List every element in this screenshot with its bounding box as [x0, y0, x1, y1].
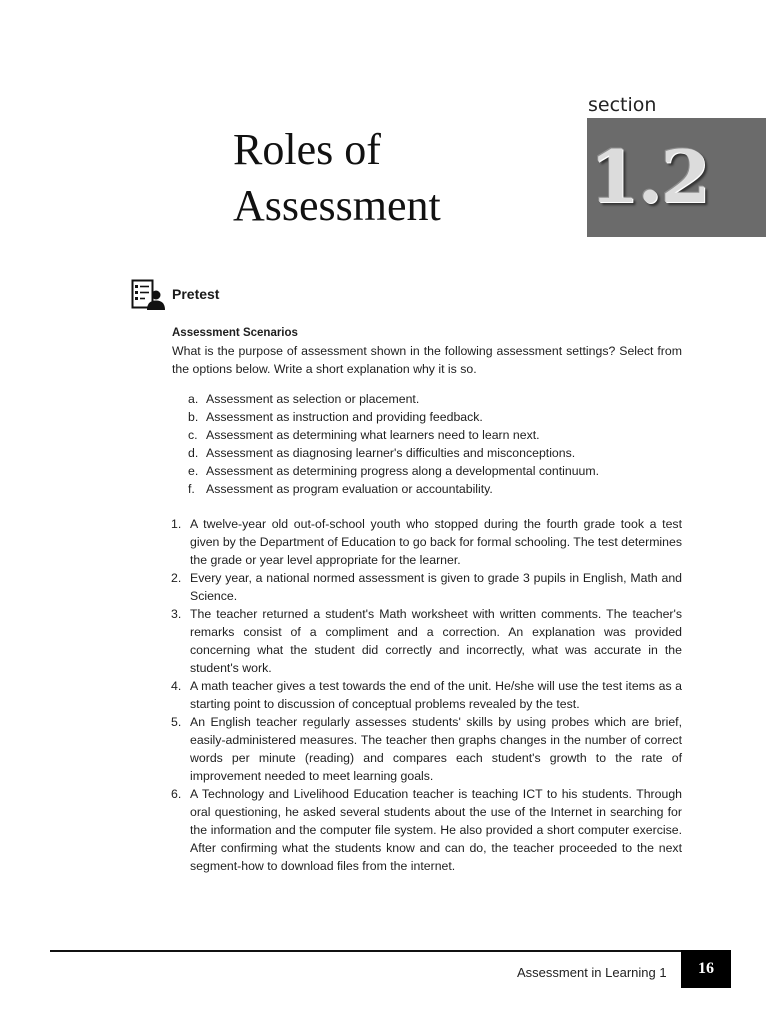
- scenario-text: A Technology and Livelihood Education teacher is teaching ICT to his students. Through oral questioning, he asked several students about the use of the Internet in searching for the information and the computer file system. He also provided a short computer exercise. After confirming what the students know and can do, the teacher proceeded to the next segment-how to download files from the internet.: [190, 787, 682, 873]
- pretest-content: [172, 324, 682, 875]
- page-title: [233, 122, 441, 234]
- scenario-item: [172, 605, 682, 677]
- scenario-marker: 2.: [171, 571, 182, 585]
- option-marker: a.: [188, 392, 199, 406]
- scenario-text: A twelve-year old out-of-school youth who stopped during the fourth grade took a test given by the Department of Education to go back for formal schooling. The test determines the grade or year level appropriate for the learner.: [190, 517, 682, 567]
- scenario-marker: 4.: [171, 679, 182, 693]
- scenario-text: The teacher returned a student's Math worksheet with written comments. The teacher's remarks consist of a compliment and a correction. An explanation was provided concerning what the student did correctly and incorrectly, what was accurate in the student's work.: [190, 607, 682, 675]
- scenarios-list: [172, 515, 682, 875]
- section-label: section: [588, 94, 657, 116]
- option-item: [172, 444, 682, 462]
- scenario-item: [172, 785, 682, 875]
- option-text: Assessment as selection or placement.: [206, 392, 420, 406]
- scenario-marker: 6.: [171, 787, 182, 801]
- scenario-marker: 1.: [171, 517, 182, 531]
- option-item: [172, 408, 682, 426]
- scenario-item: [172, 515, 682, 569]
- footer-divider: [50, 950, 682, 952]
- option-marker: b.: [188, 410, 199, 424]
- scenario-text: An English teacher regularly assesses students' skills by using probes which are brief, easily-administered measures. The teacher then graphs changes in the number of correct words per minute (reading) and compares each student's growth to the rate of improvement needed to meet learning goals.: [190, 715, 682, 783]
- page-number-box: [681, 950, 731, 988]
- scenarios-heading: Assessment Scenarios: [172, 327, 298, 339]
- title-line-1: Roles of: [233, 125, 381, 174]
- option-marker: f.: [188, 482, 195, 496]
- option-item: [172, 480, 682, 498]
- option-marker: e.: [188, 464, 199, 478]
- page-number: 16: [698, 960, 714, 977]
- option-text: Assessment as determining what learners need to learn next.: [206, 428, 540, 442]
- pretest-heading: Pretest: [172, 286, 220, 302]
- scenario-text: A math teacher gives a test towards the end of the unit. He/she will use the test items as a starting point to discussion of conceptual problems revealed by the test.: [190, 679, 682, 711]
- scenario-marker: 5.: [171, 715, 182, 729]
- option-text: Assessment as diagnosing learner's difficulties and misconceptions.: [206, 446, 576, 460]
- option-marker: d.: [188, 446, 199, 460]
- pretest-checklist-icon: [131, 278, 165, 310]
- instructions-text: What is the purpose of assessment shown in the following assessment settings? Select from the options below. Write a short explanation why it is so.: [172, 344, 682, 376]
- scenario-item: [172, 569, 682, 605]
- option-item: [172, 426, 682, 444]
- section-number: 1.2: [589, 134, 709, 219]
- option-item: [172, 462, 682, 480]
- option-text: Assessment as determining progress along a developmental continuum.: [206, 464, 600, 478]
- section-number-box: [587, 118, 766, 237]
- option-marker: c.: [188, 428, 198, 442]
- option-text: Assessment as instruction and providing feedback.: [206, 410, 483, 424]
- scenario-marker: 3.: [171, 607, 182, 621]
- scenario-item: [172, 677, 682, 713]
- footer-book-title: Assessment in Learning 1: [517, 965, 667, 980]
- scenario-item: [172, 713, 682, 785]
- option-text: Assessment as program evaluation or accountability.: [206, 482, 493, 496]
- options-list: [172, 390, 682, 498]
- option-item: [172, 390, 682, 408]
- title-line-2: Assessment: [233, 181, 441, 230]
- scenario-text: Every year, a national normed assessment is given to grade 3 pupils in English, Math and Science.: [190, 571, 682, 603]
